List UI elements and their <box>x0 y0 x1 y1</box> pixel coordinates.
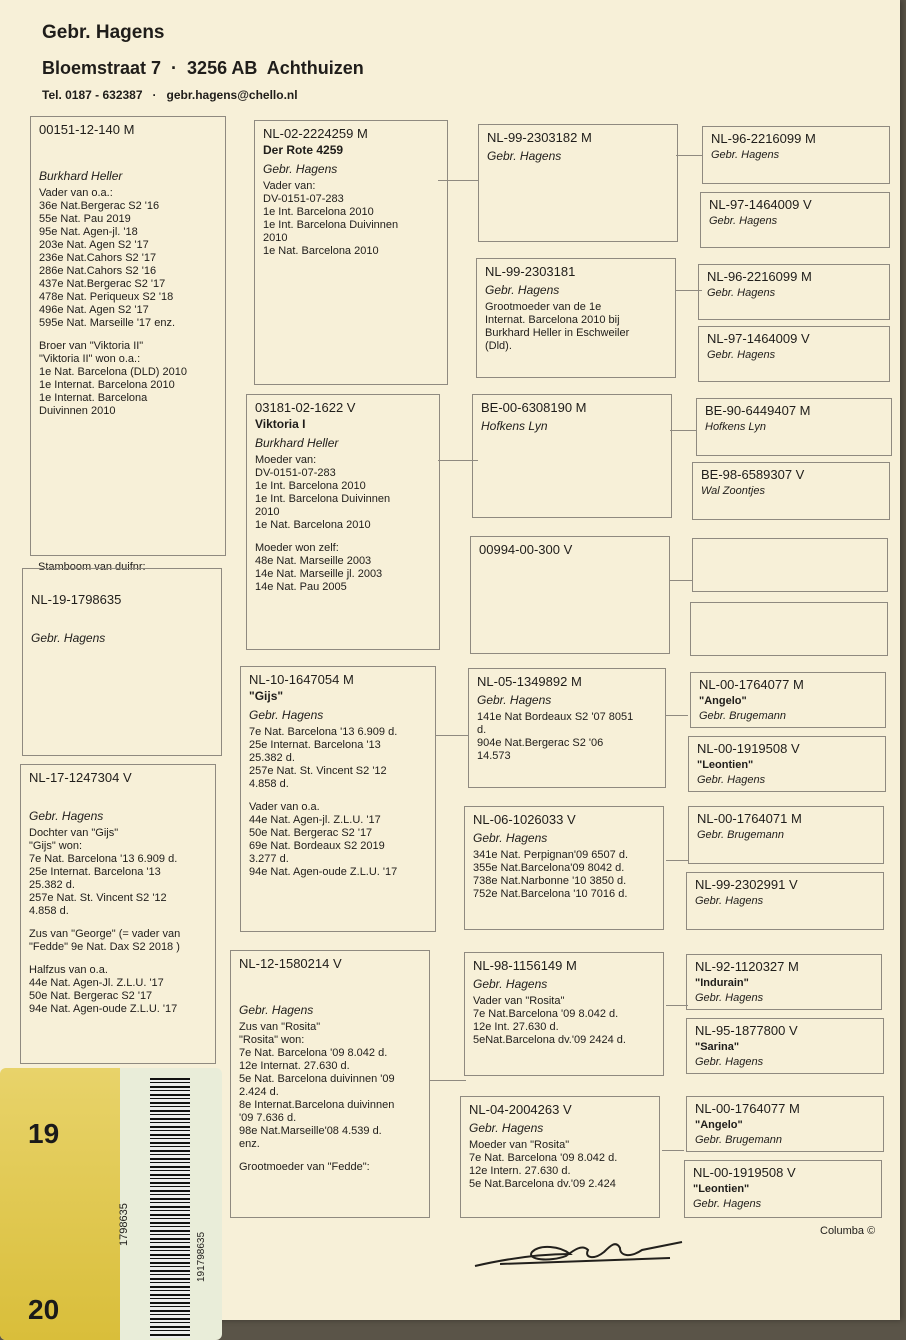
ring-number: NL-97-1464009 V <box>709 197 812 212</box>
breeder: Gebr. Hagens <box>697 774 766 786</box>
breeder: Gebr. Hagens <box>473 831 548 845</box>
note-line: 2010 <box>263 232 288 244</box>
ring-number: NL-00-1764077 M <box>695 1101 800 1116</box>
gen4-box <box>686 872 884 930</box>
gen3-box <box>468 668 666 788</box>
gen4-box <box>696 398 892 456</box>
connector <box>670 430 696 431</box>
note-line: 2.424 d. <box>239 1086 279 1098</box>
gen3-box <box>464 952 664 1076</box>
note-line: 904e Nat.Bergerac S2 '06 <box>477 737 604 749</box>
ring-number: BE-90-6449407 M <box>705 403 811 418</box>
note-line <box>249 791 427 801</box>
breeder: Gebr. Hagens <box>239 1003 314 1017</box>
pedigree-notes <box>477 711 657 763</box>
note-line: '09 7.636 d. <box>239 1112 297 1124</box>
gen4-box <box>686 1018 884 1074</box>
gen4-box <box>690 672 886 728</box>
breeder: Hofkens Lyn <box>481 419 548 433</box>
note-line: 738e Nat.Narbonne '10 3850 d. <box>473 875 627 887</box>
gen3-box <box>460 1096 660 1218</box>
connector <box>430 1080 466 1081</box>
breeder: Gebr. Hagens <box>487 149 562 163</box>
note-line: 44e Nat. Agen-jl. Z.L.U. '17 <box>249 814 381 826</box>
ring-card <box>0 1068 222 1340</box>
ring-number: NL-99-2302991 V <box>695 877 798 892</box>
note-line: 286e Nat.Cahors S2 '16 <box>39 265 157 277</box>
card-ring-long: 191798635 <box>196 1231 207 1282</box>
note-line: 496e Nat. Agen S2 '17 <box>39 304 149 316</box>
note-line: Moeder won zelf: <box>255 542 339 554</box>
ring-number: NL-97-1464009 V <box>707 331 810 346</box>
pigeon-name: "Sarina" <box>695 1041 740 1053</box>
note-line: 752e Nat.Barcelona '10 7016 d. <box>473 888 628 900</box>
pigeon-name: Der Rote 4259 <box>263 143 344 157</box>
breeder: Gebr. Hagens <box>711 149 780 161</box>
breeder: Gebr. Hagens <box>709 215 778 227</box>
note-line: 12e Internat. 27.630 d. <box>239 1060 350 1072</box>
breeder: Gebr. Hagens <box>695 895 764 907</box>
note-line: d. <box>477 724 487 736</box>
note-line: 5eNat.Barcelona dv.'09 2424 d. <box>473 1034 626 1046</box>
note-line: 7e Nat. Barcelona '13 6.909 d. <box>249 726 398 738</box>
note-line: 1e Int. Barcelona 2010 <box>263 206 374 218</box>
note-line: Vader van o.a.: <box>39 187 113 199</box>
breeder: Gebr. Hagens <box>485 283 560 297</box>
pedigree-notes <box>29 827 207 1016</box>
note-line: 1e Internat. Barcelona <box>39 392 148 404</box>
pigeon-name: "Leontien" <box>693 1183 750 1195</box>
note-line: 48e Nat. Marseille 2003 <box>255 555 372 567</box>
ring-number: NL-96-2216099 M <box>711 131 816 146</box>
pedigree-notes <box>249 726 427 879</box>
barcode <box>150 1078 190 1338</box>
gen4-box <box>688 806 884 864</box>
note-line: "Rosita" won: <box>239 1034 305 1046</box>
note-line: Internat. Barcelona 2010 bij <box>485 314 620 326</box>
note-line: "Viktoria II" won o.a.: <box>39 353 141 365</box>
pigeon-name: "Angelo" <box>695 1119 743 1131</box>
pigeon-name: "Angelo" <box>699 695 747 707</box>
gen4-box <box>686 1096 884 1152</box>
note-line: 36e Nat.Bergerac S2 '16 <box>39 200 160 212</box>
note-line: 25e Internat. Barcelona '13 <box>249 739 381 751</box>
note-line: Moeder van: <box>255 454 317 466</box>
pedigree-notes <box>263 180 439 258</box>
note-line: Grootmoeder van de 1e <box>485 301 602 313</box>
note-line: Moeder van "Rosita" <box>469 1139 570 1151</box>
pedigree-notes <box>255 454 431 594</box>
gen4-box <box>698 264 890 320</box>
breeder: Gebr. Hagens <box>707 349 776 361</box>
note-line: 98e Nat.Marseille'08 4.539 d. <box>239 1125 382 1137</box>
pedigree-notes <box>473 849 655 901</box>
pigeon-name: Viktoria I <box>255 417 306 431</box>
note-line: 5e Nat. Barcelona duivinnen '09 <box>239 1073 395 1085</box>
breeder: Gebr. Hagens <box>473 977 548 991</box>
sire-box <box>30 116 226 556</box>
ring-number: NL-05-1349892 M <box>477 674 582 689</box>
ring-number: NL-92-1120327 M <box>695 959 799 974</box>
pedigree-notes <box>469 1139 651 1191</box>
gen4-box <box>698 326 890 382</box>
note-line: 14e Nat. Pau 2005 <box>255 581 347 593</box>
gen4-box <box>692 462 890 520</box>
note-line: 8e Internat.Barcelona duivinnen <box>239 1099 395 1111</box>
ring-number: NL-00-1764077 M <box>699 677 804 692</box>
gen3-box <box>478 124 678 242</box>
note-line: Burkhard Heller in Eschweiler <box>485 327 630 339</box>
ring-number: NL-98-1156149 M <box>473 958 577 973</box>
gen3-box <box>472 394 672 518</box>
note-line: 141e Nat Bordeaux S2 '07 8051 <box>477 711 634 723</box>
breeder: Gebr. Brugemann <box>699 710 787 722</box>
pigeon-name: "Gijs" <box>249 689 284 703</box>
note-line: 12e Intern. 27.630 d. <box>469 1165 571 1177</box>
note-line: Dochter van "Gijs" <box>29 827 119 839</box>
breeder: Wal Zoontjes <box>701 485 765 497</box>
ring-number: NL-95-1877800 V <box>695 1023 798 1038</box>
note-line: (Dld). <box>485 340 512 352</box>
note-line: 4.858 d. <box>29 905 69 917</box>
ring-number: NL-00-1919508 V <box>693 1165 796 1180</box>
subject-breeder: Gebr. Hagens <box>31 631 106 645</box>
breeder: Gebr. Hagens <box>249 708 324 722</box>
note-line: 437e Nat.Bergerac S2 '17 <box>39 278 166 290</box>
note-line: 7e Nat. Barcelona '13 6.909 d. <box>29 853 178 865</box>
note-line: 4.858 d. <box>249 778 289 790</box>
note-line <box>29 918 207 928</box>
note-line: Vader van o.a. <box>249 801 320 813</box>
note-line <box>39 330 217 340</box>
gen3-box <box>464 806 664 930</box>
gen3-box <box>476 258 676 378</box>
sire-dam-box <box>246 394 440 650</box>
gen4-box <box>684 1160 882 1218</box>
connector <box>662 1150 684 1151</box>
note-line: 1e Int. Barcelona Duivinnen <box>255 493 391 505</box>
pedigree-notes <box>485 301 667 353</box>
note-line: 7e Nat. Barcelona '09 8.042 d. <box>239 1047 388 1059</box>
breeder-address: Bloemstraat 7 · 3256 AB Achthuizen <box>42 58 364 78</box>
pigeon-name: "Indurain" <box>695 977 749 989</box>
note-line: enz. <box>239 1138 260 1150</box>
note-line: 203e Nat. Agen S2 '17 <box>39 239 149 251</box>
pedigree-label: Stamboom van duifnr: <box>34 561 150 573</box>
note-line: 25.382 d. <box>249 752 295 764</box>
note-line: 595e Nat. Marseille '17 enz. <box>39 317 176 329</box>
ring-number: NL-99-2303182 M <box>487 130 592 145</box>
note-line: 1e Int. Barcelona 2010 <box>255 480 366 492</box>
card-year-top: 19 <box>28 1118 60 1149</box>
ring-number: NL-99-2303181 <box>485 264 576 279</box>
note-line: Zus van "George" (= vader van <box>29 928 181 940</box>
gen3-box <box>470 536 670 654</box>
note-line: 1e Nat. Barcelona 2010 <box>255 519 371 531</box>
breeder: Gebr. Hagens <box>695 992 764 1004</box>
ring-number: NL-00-1919508 V <box>697 741 800 756</box>
ring-number: NL-12-1580214 V <box>239 956 342 971</box>
dam-box <box>20 764 216 1064</box>
breeder: Gebr. Hagens <box>477 693 552 707</box>
note-line: 50e Nat. Bergerac S2 '17 <box>29 990 153 1002</box>
breeder-contact: Tel. 0187 - 632387 · gebr.hagens@chello.nl <box>42 88 298 102</box>
note-line: 94e Nat. Agen-oude Z.L.U. '17 <box>29 1003 178 1015</box>
card-yellow-band <box>0 1068 120 1340</box>
connector <box>666 1005 688 1006</box>
note-line: 12e Int. 27.630 d. <box>473 1021 559 1033</box>
note-line: 7e Nat.Barcelona '09 8.042 d. <box>473 1008 619 1020</box>
note-line: 355e Nat.Barcelona'09 8042 d. <box>473 862 625 874</box>
signature <box>470 1228 690 1278</box>
pedigree-notes <box>39 187 217 418</box>
ring-number: 00994-00-300 V <box>479 542 573 557</box>
ring-number: NL-17-1247304 V <box>29 770 132 785</box>
gen4-box <box>692 538 888 592</box>
note-line: 1e Internat. Barcelona 2010 <box>39 379 175 391</box>
note-line: 14.573 <box>477 750 511 762</box>
note-line: 1e Nat. Barcelona (DLD) 2010 <box>39 366 187 378</box>
breeder: Gebr. Hagens <box>695 1056 764 1068</box>
card-ring-short: 1798635 <box>118 1203 130 1246</box>
connector <box>676 155 702 156</box>
connector <box>666 860 688 861</box>
note-line: DV-0151-07-283 <box>263 193 344 205</box>
breeder: Gebr. Hagens <box>693 1198 762 1210</box>
gen4-box <box>700 192 890 248</box>
note-line: 236e Nat.Cahors S2 '17 <box>39 252 157 264</box>
note-line: "Gijs" won: <box>29 840 83 852</box>
note-line: 1e Nat. Barcelona 2010 <box>263 245 379 257</box>
note-line: 94e Nat. Agen-oude Z.L.U. '17 <box>249 866 398 878</box>
note-line: Broer van "Viktoria II" <box>39 340 144 352</box>
note-line: 55e Nat. Pau 2019 <box>39 213 131 225</box>
note-line: 14e Nat. Marseille jl. 2003 <box>255 568 383 580</box>
note-line: 3.277 d. <box>249 853 289 865</box>
breeder: Gebr. Hagens <box>29 809 104 823</box>
pedigree-notes <box>239 1021 421 1174</box>
breeder: Gebr. Brugemann <box>695 1134 783 1146</box>
connector <box>666 715 688 716</box>
ring-number: NL-10-1647054 M <box>249 672 354 687</box>
subject-box <box>22 568 222 756</box>
ring-number: NL-02-2224259 M <box>263 126 368 141</box>
columba-brand: Columba © <box>820 1225 876 1237</box>
connector <box>436 735 468 736</box>
note-line: Zus van "Rosita" <box>239 1021 321 1033</box>
ring-number: NL-00-1764071 M <box>697 811 802 826</box>
ring-number: 00151-12-140 M <box>39 122 135 137</box>
note-line: 478e Nat. Periqueux S2 '18 <box>39 291 174 303</box>
note-line: 7e Nat. Barcelona '09 8.042 d. <box>469 1152 618 1164</box>
note-line: Grootmoeder van "Fedde": <box>239 1161 370 1173</box>
breeder: Burkhard Heller <box>39 169 123 183</box>
ring-number: BE-00-6308190 M <box>481 400 587 415</box>
note-line <box>29 954 207 964</box>
pigeon-name: "Leontien" <box>697 759 754 771</box>
note-line: 257e Nat. St. Vincent S2 '12 <box>249 765 387 777</box>
note-line: 25e Internat. Barcelona '13 <box>29 866 161 878</box>
note-line: 95e Nat. Agen-jl. '18 <box>39 226 138 238</box>
card-year-bottom: 20 <box>28 1294 60 1325</box>
ring-number: NL-96-2216099 M <box>707 269 812 284</box>
sire-sire-box <box>254 120 448 385</box>
note-line: 341e Nat. Perpignan'09 6507 d. <box>473 849 628 861</box>
breeder: Gebr. Brugemann <box>697 829 785 841</box>
note-line: 5e Nat.Barcelona dv.'09 2.424 <box>469 1178 616 1190</box>
note-line: Halfzus van o.a. <box>29 964 108 976</box>
connector <box>670 580 692 581</box>
gen4-box <box>686 954 882 1010</box>
note-line: 44e Nat. Agen-Jl. Z.L.U. '17 <box>29 977 164 989</box>
note-line: DV-0151-07-283 <box>255 467 336 479</box>
note-line: Duivinnen 2010 <box>39 405 116 417</box>
ring-number: NL-06-1026033 V <box>473 812 576 827</box>
ring-number: BE-98-6589307 V <box>701 467 805 482</box>
ring-number: NL-04-2004263 V <box>469 1102 572 1117</box>
breeder: Gebr. Hagens <box>263 162 338 176</box>
breeder: Hofkens Lyn <box>705 421 766 433</box>
note-line: 2010 <box>255 506 280 518</box>
dam-sire-box <box>240 666 436 932</box>
note-line: 1e Int. Barcelona Duivinnen <box>263 219 399 231</box>
subject-ring: NL-19-1798635 <box>31 592 122 607</box>
pedigree-notes <box>473 995 655 1047</box>
ring-number: 03181-02-1622 V <box>255 400 356 415</box>
breeder: Gebr. Hagens <box>707 287 776 299</box>
breeder: Burkhard Heller <box>255 436 339 450</box>
note-line: 69e Nat. Bordeaux S2 2019 <box>249 840 385 852</box>
note-line: 257e Nat. St. Vincent S2 '12 <box>29 892 167 904</box>
gen4-box <box>688 736 886 792</box>
note-line: 50e Nat. Bergerac S2 '17 <box>249 827 373 839</box>
gen4-box <box>702 126 890 184</box>
breeder-name: Gebr. Hagens <box>42 22 165 43</box>
note-line <box>239 1151 421 1161</box>
gen4-box <box>690 602 888 656</box>
note-line <box>255 532 431 542</box>
note-line: Vader van "Rosita" <box>473 995 565 1007</box>
note-line: Vader van: <box>263 180 316 192</box>
note-line: "Fedde" 9e Nat. Dax S2 2018 ) <box>29 941 180 953</box>
note-line: 25.382 d. <box>29 879 75 891</box>
dam-dam-box <box>230 950 430 1218</box>
breeder: Gebr. Hagens <box>469 1121 544 1135</box>
